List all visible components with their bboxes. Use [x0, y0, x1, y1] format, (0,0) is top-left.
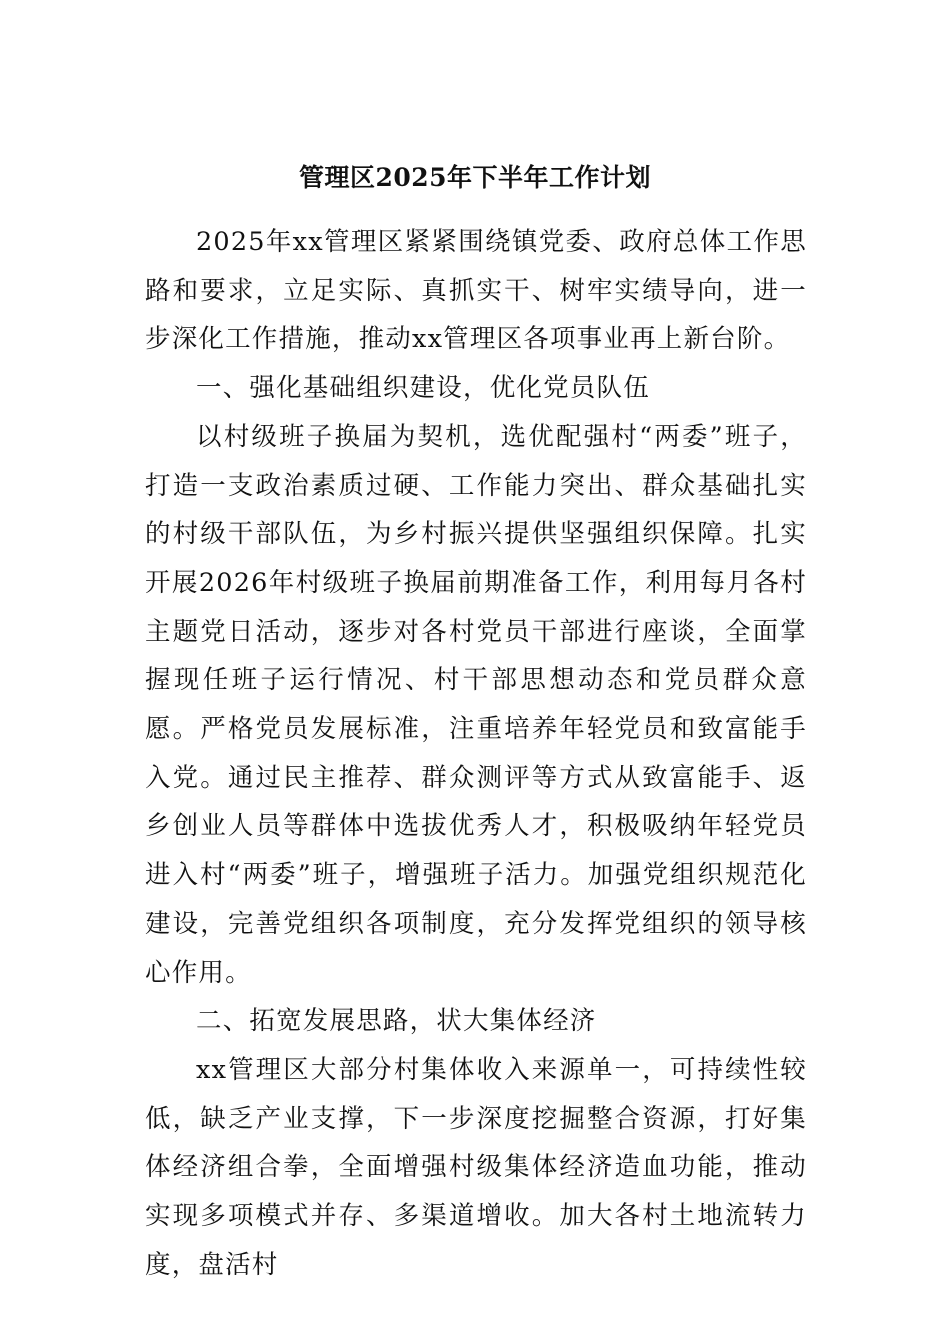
section-1-paragraph: 以村级班子换届为契机，选优配强村“两委”班子，打造一支政治素质过硬、工作能力突出、群众基础扎实的村级干部队伍，为乡村振兴提供坚强组织保障。扎实开展2026年村级班子换届前期准备工作，利用每月各村主题党日活动，逐步对各村党员干部进行座谈，全面掌握现任班子运行情况、村干部思想动态和党员群众意愿。严格党员发展标准，注重培养年轻党员和致富能手入党。通过民主推荐、群众测评等方式从致富能手、返乡创业人员等群体中选拔优秀人才，积极吸纳年轻党员进入村“两委”班子，增强班子活力。加强党组织规范化建设，完善党组织各项制度，充分发挥党组织的领导核心作用。 — [145, 421, 807, 988]
section-heading-1: 一、强化基础组织建设，优化党员队伍 — [196, 373, 650, 404]
document-body — [145, 218, 807, 1289]
section-2-paragraph: xx管理区大部分村集体收入来源单一，可持续性较低，缺乏产业支撑，下一步深度挖掘整合资源，打好集体经济组合拳，全面增强村级集体经济造血功能，推动实现多项模式并存、多渠道增收。加大各村土地流转力度，盘活村 — [145, 1054, 807, 1280]
section-heading-2: 二、拓宽发展思路，状大集体经济 — [196, 1006, 597, 1037]
document-title: 管理区2025年下半年工作计划 — [298, 163, 652, 192]
intro-paragraph: 2025年xx管理区紧紧围绕镇党委、政府总体工作思路和要求，立足实际、真抓实干、树牢实绩导向，进一步深化工作措施，推动xx管理区各项事业再上新台阶。 — [145, 227, 807, 355]
